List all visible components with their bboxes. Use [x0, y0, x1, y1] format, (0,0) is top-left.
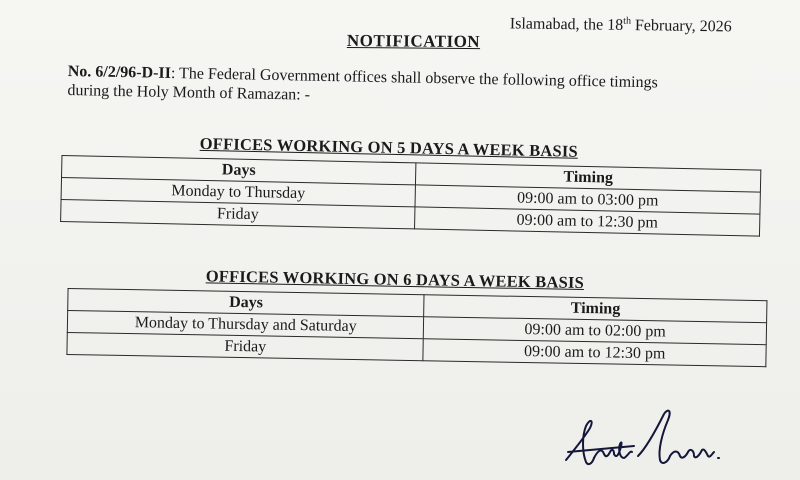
header-timing: Timing: [424, 295, 767, 323]
cell-timing: 09:00 am to 12:30 pm: [423, 339, 766, 367]
intro-line-1-text: : The Federal Government offices shall observe the following office timings: [170, 64, 658, 92]
cell-days: Monday to Thursday: [61, 178, 415, 207]
header-timing: Timing: [416, 163, 761, 192]
notification-title: NOTIFICATION: [346, 31, 481, 52]
timings-table: [60, 155, 761, 237]
header-days: Days: [62, 156, 416, 185]
intro-line-2: during the Holy Month of Ramazan: -: [67, 81, 311, 104]
cell-days: Friday: [61, 199, 415, 228]
reference-number: No. 6/2/96-D-II: [67, 62, 172, 82]
date-rest: February, 2026: [630, 17, 732, 36]
header-days: Days: [68, 289, 425, 317]
section-heading: OFFICES WORKING ON 6 DAYS A WEEK BASIS: [205, 266, 585, 293]
cell-timing: 09:00 am to 12:30 pm: [415, 207, 760, 236]
section-5-days: [60, 131, 762, 237]
cell-timing: 09:00 am to 02:00 pm: [424, 317, 767, 345]
cell-days: Monday to Thursday and Saturday: [67, 311, 424, 339]
signature-icon: [560, 400, 730, 480]
date-place: Islamabad, the 18: [509, 15, 624, 34]
timings-table: [66, 288, 767, 367]
cell-timing: 09:00 am to 03:00 pm: [415, 185, 760, 214]
cell-days: Friday: [67, 332, 424, 360]
intro-paragraph: [67, 62, 768, 113]
section-heading: OFFICES WORKING ON 5 DAYS A WEEK BASIS: [199, 133, 579, 161]
section-6-days: [66, 264, 767, 367]
dateline: [510, 14, 732, 36]
date-ordinal-suffix: th: [623, 15, 632, 27]
